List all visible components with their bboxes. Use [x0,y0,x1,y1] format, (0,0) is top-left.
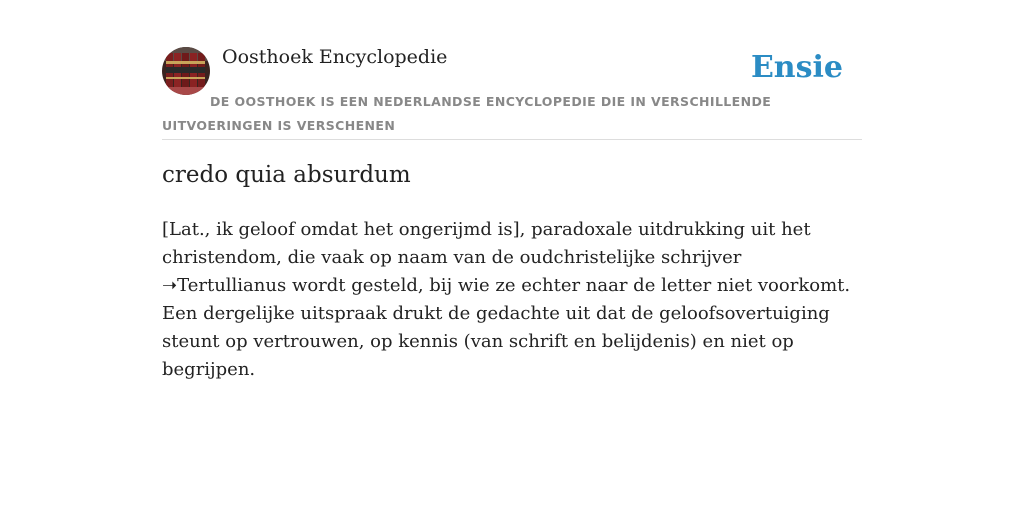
page-container [162,0,862,380]
xref-label: Tertullianus [177,275,287,296]
ensie-logo-link[interactable]: Ensie [750,50,843,85]
entry-body [162,216,862,384]
encyclopedia-books-icon[interactable] [162,47,210,95]
source-title[interactable]: Oosthoek Encyclopedie [222,46,448,68]
source-tagline: DE OOSTHOEK IS EEN NEDERLANDSE ENCYCLOPEDIE DIE IN VERSCHILLENDE UITVOERINGEN IS VERSCHENEN [162,94,772,133]
xref-arrow-icon: ➝ [162,275,178,296]
xref-link-tertullianus[interactable] [162,275,286,296]
header [162,0,862,140]
entry-title: credo quia absurdum [162,162,411,188]
entry-body-text-2: wordt gesteld, bij wie ze echter naar de letter niet voorkomt. Een dergelijke uitspraak drukt de gedachte uit dat de geloofsovertuiging steunt op vertrouwen, op kennis (van schrift en belijdenis) en niet op begrijpen. [162,275,851,380]
entry-body-text-1: [Lat., ik geloof omdat het ongerijmd is], paradoxale uitdrukking uit het christendom, die vaak op naam van de oudchristelijke schrijver [162,219,811,268]
